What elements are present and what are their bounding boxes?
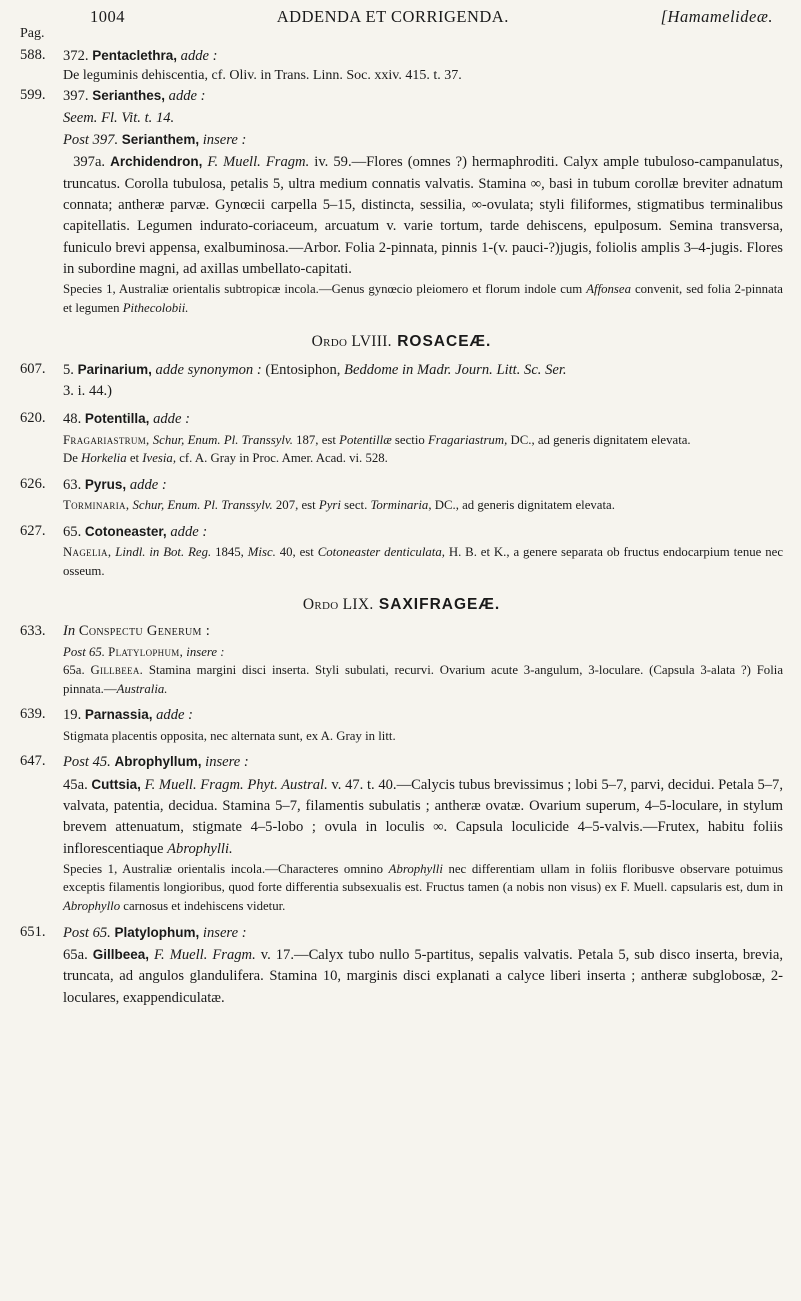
entry-action: adde : [180,47,218,64]
running-title: ADDENDA ET CORRIGENDA. [276,7,509,26]
citation: F. Muell. Fragm. Phyt. Austral. [144,776,328,793]
order-label: Ordo LVIII. [311,333,392,351]
entry-action: insere : [186,644,225,659]
note-text: Misc. [247,544,276,559]
entry-number: 45a. [63,776,88,793]
entry-number: 397. [63,88,89,105]
note-text: et [126,451,143,466]
order-name: ROSACEÆ. [397,333,492,351]
description-text: iv. 59.—Flores (omnes ?) hermaphroditi. Calyx ample tubuloso-campanulatus, truncatus. Corolla tubulosa, petalis 5, ultra medium connatis valvatis. Stamina ∞, basi in tubum corollæ breviter adnatum connata; antheræ parvæ. Gynœcii carpella 5–15, distincta, sessilia, ∞-ovulata; styli filiformes, stigmatibus terminalibus capitellatis. Legumen indurato-coriaceum, arcuatum v. varie tortum, tarde dehiscens, epulposum. Semina transversa, funiculo brevi appensa, exalbuminosa.—Arbor. Folia 2-pinnata, pinnis 1-(v. pauci-?)jugis, foliolis amplis 3–4-jugis. Flores in subordine magni, ad axillas umbellato-capitati. [63,154,783,277]
genus-description [20,774,783,860]
entry-647 [20,751,783,773]
entry-text [20,496,783,515]
note-text: 40, est [275,544,318,559]
species-note [20,860,783,916]
entry-text [20,661,783,698]
page-ref: 633. [20,623,46,640]
entry-number: 19. [63,707,82,724]
note-text: Fragariastrum, [427,432,508,447]
genus-name: Cotoneaster, [84,523,167,539]
note-text: Abrophylli [388,861,443,876]
entry-text: 3. i. 44.) [63,382,113,399]
genus-name: Cuttsia, [91,776,141,792]
genus-name: Torminaria, [63,498,130,513]
order-label: Ordo LIX. [302,596,374,614]
note-text: 1845, [211,544,248,559]
entry-607 [20,359,783,381]
entry-heading: Conspectu Generum : [78,623,211,640]
note-text: carnosus et indehiscens videtur. [120,899,286,914]
note-text: Species 1, Australiæ orientalis incola.—Characteres omnino [63,861,389,876]
entry-action: adde : [168,88,206,105]
post-label: Post 397. [63,132,119,149]
entry-action: insere : [202,924,247,941]
entry-627 [20,521,783,543]
description-text: Abrophylli. [167,840,233,857]
page-number: 1004 [90,7,125,26]
description-text: v. 47. t. 40.—Calycis tubus brevissimus ; lobi 5–7, parvi, decidui. Petala 5–7, valvata, patentia, decidua. Stamina 5–7, filamentis subulatis ; antheræ ovatæ. Ovarium superum, 4–5-loculare, in stylum brevem attenuatum, stigmate 4–5-lobo ; ovula in loculis ∞. Capsula loculicide 4–5-valvis.—Frutex, habitu foliis inflorescentiaque [63,776,783,857]
genus-name: Pyrus, [84,476,127,492]
note-text: DC., ad generis dignitatem elevata. [507,432,691,447]
citation: F. Muell. Fragm. [154,946,256,963]
page-ref: 626. [20,475,46,492]
page-ref: 647. [20,753,46,770]
entry-number: 65a. [63,663,85,678]
citation: Seem. Fl. Vit. t. 14. [63,109,175,126]
page-ref: 620. [20,410,46,427]
note-text: Horkelia [81,451,127,466]
citation: F. Muell. Fragm. [207,154,310,171]
page-ref: 599. [20,87,46,104]
genus-name: Gillbeea. [90,663,144,678]
genus-name: Gillbeea, [92,946,150,962]
genus-name: Serianthem, [121,132,200,148]
entry-text [20,431,783,450]
genus-description [20,944,783,1009]
post-label: Post 65. [63,924,111,941]
running-section: [Hamamelideæ. [660,7,773,26]
page-ref: 627. [20,522,46,539]
note-text: Abrophyllo [63,899,121,914]
genus-name: Platylophum, [114,924,200,940]
genus-name: Platylophum, [108,644,184,659]
note-text: sect. [340,498,371,513]
note-text: De [63,451,82,466]
entry-text [20,449,783,468]
entry-651 [20,922,783,944]
entry-text [20,543,783,580]
entry-633 [20,621,783,642]
citation: Schur, Enum. Pl. Transsylv. [132,498,273,513]
note-text: Pyri [318,498,341,513]
note-text: H. B. et K., a genere separata ob fructus endocarpium tenue nec osseum. [63,544,783,578]
note-text: 187, est [292,432,340,447]
genus-name: Fragariastrum, [63,432,150,447]
entry-number: 5. [63,361,74,378]
order-name: SAXIFRAGEÆ. [378,596,501,614]
species-note [20,280,783,317]
note-text: cf. A. Gray in Proc. Amer. Acad. vi. 528. [176,451,388,466]
order-heading-59 [20,594,783,615]
note-text: 207, est [272,498,319,513]
note-text: Ivesia, [142,451,177,466]
genus-name: Archidendron, [110,154,203,170]
genus-name: Pentaclethra, [92,47,177,63]
citation: Schur, Enum. Pl. Transsylv. [152,432,293,447]
entry-text: Stigmata placentis opposita, nec alternata sunt, ex A. Gray in litt. [63,728,396,743]
entry-action: insere : [205,754,249,771]
genus-description [20,151,783,280]
note-text: sectio [391,432,428,447]
genus-name: Parinarium, [77,361,152,377]
entry-588 [20,45,783,67]
pag-label: Pag. [20,26,45,42]
entry-text: De leguminis dehiscentia, cf. Oliv. in Trans. Linn. Soc. xxiv. 415. t. 37. [63,67,462,83]
entry-action: adde : [156,707,193,724]
genus-name: Parnassia, [84,707,153,723]
description-text: v. 17.—Calyx tubo nullo 5-partitus, sepalis valvatis. Petala 5, sub disco inserta, brevia, truncata, ad angulos glandulifera. Stamina 10, marginis disci explanati a calyce liberi inserta ; antheræ subglobosæ, 2-loculares, exappendiculatæ. [63,946,783,1006]
note-text: Species 1, Australiæ orientalis subtropicæ incola.—Genus gynœcio pleiomero et florum indole cum [63,282,587,297]
note-text: convenit, sed folia 2-pinnata et legumen [63,282,783,315]
entry-639 [20,704,783,726]
page-ref: 639. [20,706,46,723]
genus-name: Potentilla, [84,411,150,427]
entry-number: 397a. [73,154,106,171]
entry-626 [20,474,783,496]
entry-599 [20,85,783,107]
entry-heading: In [63,623,76,640]
genus-name: Nagelia, [63,544,112,559]
note-text: Pithecolobii. [122,300,189,315]
note-text: Australia. [116,681,168,696]
citation: Lindl. in Bot. Reg. [115,544,212,559]
genus-name: Abrophyllum, [114,754,202,770]
entry-number: 65. [63,523,82,540]
entry-action: insere : [202,132,247,149]
note-text: nec differentiam ullam in foliis floribusve observare potuimus exceptis filamentis longioribus, quod forte differentia subsexualis est. Fructus tamen (a nobis non visus) ex F. Muell. capsularis est, dum in [63,861,783,895]
entry-number: 63. [63,476,82,493]
note-text: Cotoneaster denticulata, [317,544,445,559]
note-text: Potentillæ [339,432,392,447]
post-label: Post 65. [63,644,105,659]
entry-text: (Entosiphon, [265,361,345,378]
entry-action: adde : [170,523,208,540]
note-text: Torminaria, [370,498,432,513]
entry-number: 48. [63,411,82,428]
entry-action: adde synonymon : [155,361,262,378]
entry-action: adde : [129,476,167,493]
order-heading-58 [20,331,783,352]
page-ref: 588. [20,46,46,63]
post-label: Post 45. [63,754,111,771]
entry-620 [20,408,783,430]
entry-number: 65a. [63,946,88,963]
genus-name: Serianthes, [92,88,165,104]
note-text: DC., ad generis dignitatem elevata. [431,498,615,513]
entry-action: adde : [153,411,190,428]
note-text: Affonsea [586,282,631,297]
citation: Beddome in Madr. Journ. Litt. Sc. Ser. [344,361,567,378]
page-ref: 651. [20,923,46,940]
description-text: Stamina margini disci inserta. Styli subulati, recurvi. Ovarium acute 3-angulum, 3-loculare. (Capsula 3-alata ?) Folia pinnata.— [63,663,783,696]
entry-number: 372. [63,47,89,64]
page-ref: 607. [20,360,46,377]
